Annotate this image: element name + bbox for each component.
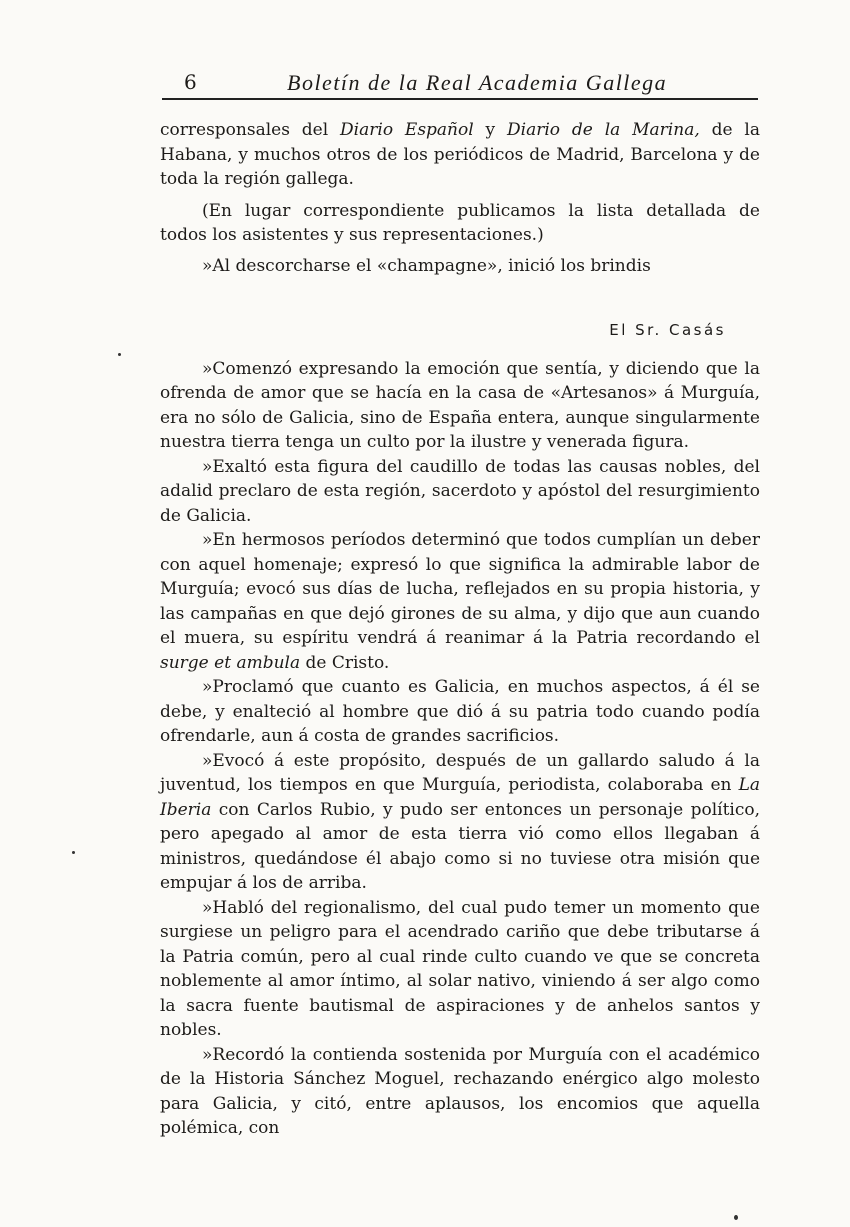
ink-speck	[118, 353, 121, 356]
text-run: y	[473, 120, 508, 140]
ink-speck	[734, 1215, 738, 1220]
newspaper-title: Diario de la Marina,	[507, 120, 700, 140]
paragraph: »Proclamó que cuanto es Galicia, en muchos aspectos, á él se debe, y enalteció al hombre que dió á su patria todo cuando podía ofrendarle, aun á costa de grandes sacrificios.	[160, 677, 760, 746]
paragraph: »Exaltó esta figura del caudillo de todas las causas nobles, del adalid preclaro de esta región, sacerdoto y apóstol del resurgimiento de Galicia.	[160, 456, 760, 526]
editorial-note: (En lugar correspondiente publicamos la lista detallada de todos los asistentes y sus representaciones.)	[160, 200, 760, 245]
text-run: corresponsales del	[160, 120, 341, 140]
paragraph-continuation	[160, 118, 760, 192]
paragraph: »Recordó la contienda sostenida por Murguía con el académico de la Historia Sánchez Moguel, rechazando enérgico algo molesto para Galicia, y citó, entre aplausos, los encomios que aquella polémica, con	[160, 1044, 760, 1138]
newspaper-title: Diario Español	[340, 120, 474, 140]
text-run: »En hermosos períodos determinó que todos cumplían un deber con aquel homenaje; expresó lo que significa la admirable labor de Murguía; evocó sus días de lucha, reflejados en su propia historia, y las campañas en que dejó girones de su alma, y dijo que aun cuando el muera, su espíritu vendrá á reanimar á la Patria recordando el	[160, 530, 760, 648]
page-number: 6	[184, 70, 197, 94]
text-run: de la Habana, y muchos otros de los periódicos de Madrid, Barcelona y de toda la región gallega.	[160, 120, 760, 189]
body-text	[160, 118, 760, 1141]
paragraph-brindis-intro: »Al descorcharse el «champagne», inició los brindis	[202, 255, 651, 276]
paragraph	[160, 528, 760, 675]
text-run: de Cristo.	[300, 652, 390, 673]
ink-speck	[72, 851, 75, 854]
speaker-heading: El Sr. Casás	[609, 321, 726, 339]
paragraph: »Comenzó expresando la emoción que sentía, y diciendo que la ofrenda de amor que se hacía en la casa de «Artesanos» á Murguía, era no sólo de Galicia, sino de España entera, aunque singularmente nuestra tierra tenga un culto por la ilustre y venerada figura.	[160, 358, 760, 452]
paragraph: »Habló del regionalismo, del cual pudo temer un momento que surgiese un peligro para el acendrado cariño que debe tributarse á la Patria común, pero al cual rinde culto cuando ve que se concreta noblemente al amor íntimo, al solar nativo, viniendo á ser algo como la sacra fuente bautismal de aspiraciones y de anhelos santos y nobles.	[160, 897, 760, 1040]
text-run: con Carlos Rubio, y pudo ser entonces un personaje político, pero apegado al amor de esta tierra vió como ellos llegaban á ministros, quedándose él abajo como si no tuviese otra misión que empujar á los de arriba.	[160, 799, 760, 893]
latin-quote: surge et ambula	[160, 652, 301, 673]
running-title: Boletín de la Real Academia Gallega	[287, 70, 668, 95]
paragraph	[160, 749, 760, 896]
newspaper-title: La Iberia	[160, 775, 760, 820]
page-header	[162, 66, 758, 100]
text-run: »Evocó á este propósito, después de un gallardo saludo á la juventud, los tiempos en que Murguía, periodista, colaboraba en	[160, 750, 760, 795]
